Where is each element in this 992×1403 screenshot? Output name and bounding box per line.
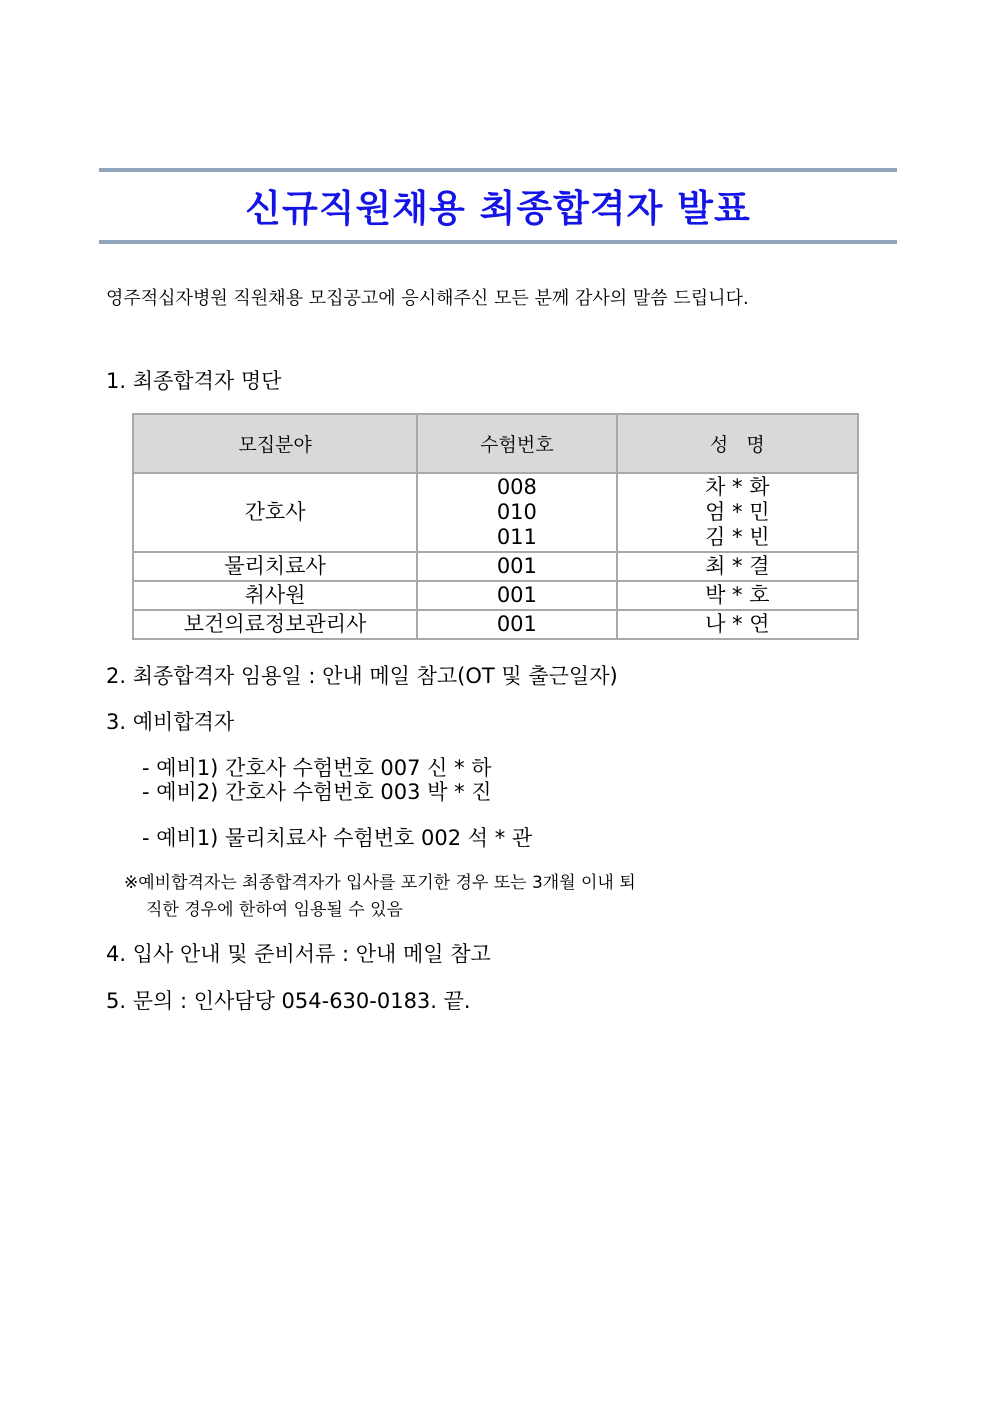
reserve-item: - 예비1) 물리치료사 수험번호 002 석 * 관: [142, 826, 533, 850]
cell-numbers: [417, 473, 616, 552]
reserve-item: - 예비2) 간호사 수험번호 003 박 * 진: [142, 780, 492, 804]
page-title: 신규직원채용 최종합격자 발표: [245, 187, 751, 230]
cell-field: 물리치료사: [133, 552, 417, 581]
cell-number: 001: [417, 581, 616, 610]
title-rule-top: [99, 168, 897, 172]
table-row: [133, 552, 858, 581]
cell-number: 011: [496, 525, 537, 549]
cell-name: 박 * 호: [617, 581, 858, 610]
cell-name: 최 * 결: [617, 552, 858, 581]
section-4-heading: 4. 입사 안내 및 준비서류 : 안내 메일 참고: [106, 942, 491, 966]
reserve-note-line2: 직한 경우에 한하여 임용될 수 있음: [146, 900, 403, 920]
cell-number: 001: [417, 552, 616, 581]
cell-name: 김 * 빈: [705, 525, 770, 549]
cell-field: 보건의료정보관리사: [133, 610, 417, 639]
cell-field: 간호사: [133, 473, 417, 552]
cell-number: 008: [496, 475, 537, 499]
header-field: 모집분야: [133, 414, 417, 473]
cell-number: 001: [417, 610, 616, 639]
section-5-contact: 5. 문의 : 인사담당 054-630-0183. 끝.: [106, 989, 471, 1013]
header-name: 성 명: [617, 414, 858, 473]
section-3-heading: 3. 예비합격자: [106, 710, 235, 734]
title-rule-bottom: [99, 240, 897, 244]
cell-field: 취사원: [133, 581, 417, 610]
table-row: [133, 473, 858, 552]
cell-name: 차 * 화: [705, 475, 770, 499]
cell-name: 나 * 연: [617, 610, 858, 639]
table-row: [133, 610, 858, 639]
table-row: [133, 581, 858, 610]
reserve-note-line1: ※예비합격자는 최종합격자가 입사를 포기한 경우 또는 3개월 이내 퇴: [124, 873, 636, 893]
cell-number: 010: [496, 500, 537, 524]
cell-name: 엄 * 민: [705, 500, 770, 524]
successful-candidates-table: [132, 413, 859, 640]
intro-text: 영주적십자병원 직원채용 모집공고에 응시해주신 모든 분께 감사의 말씀 드립니다.: [106, 288, 749, 309]
cell-names: [617, 473, 858, 552]
section-2-heading: 2. 최종합격자 임용일 : 안내 메일 참고(OT 및 출근일자): [106, 664, 618, 688]
section-1-heading: 1. 최종합격자 명단: [106, 369, 282, 393]
header-number: 수험번호: [417, 414, 616, 473]
reserve-item: - 예비1) 간호사 수험번호 007 신 * 하: [142, 756, 492, 780]
table-header-row: [133, 414, 858, 473]
